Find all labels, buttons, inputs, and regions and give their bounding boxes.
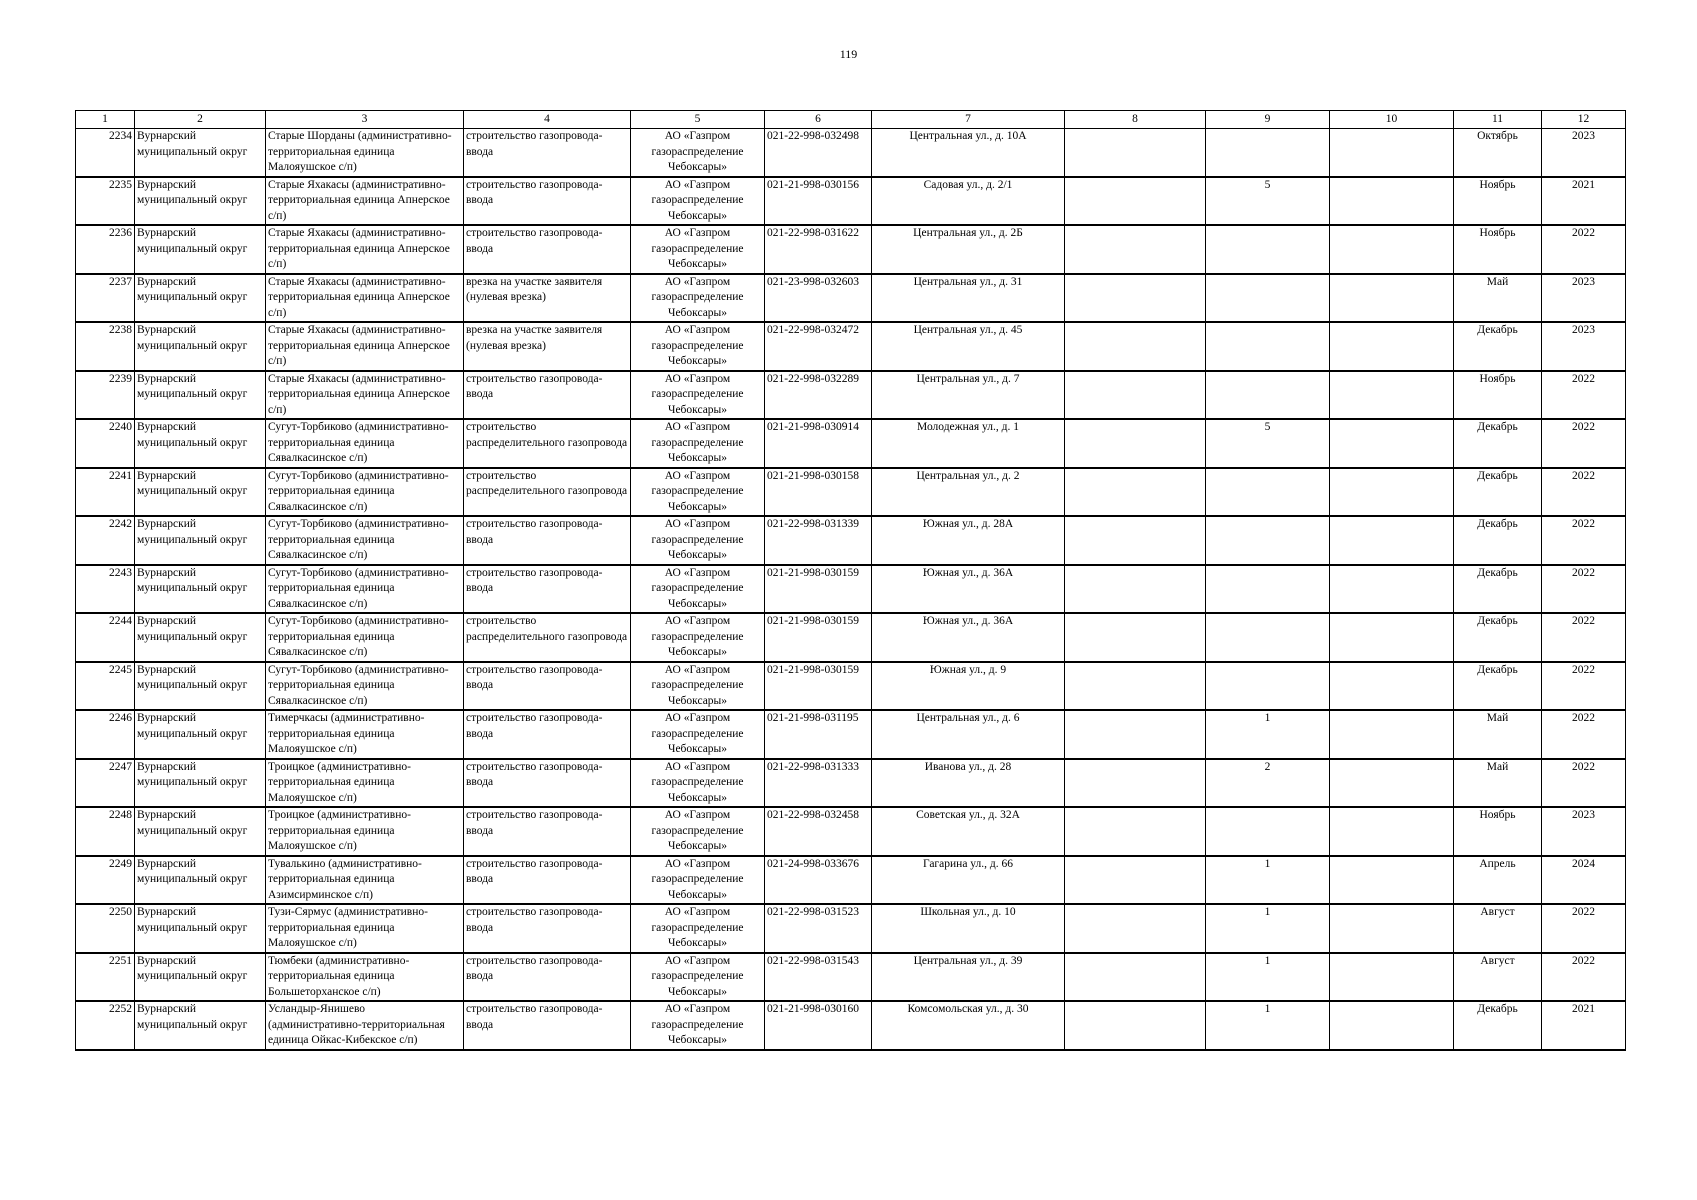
month-cell: Декабрь xyxy=(1454,662,1542,711)
locality-cell: Сугут-Торбиково (административно-территориальная единица Сявалкасинское с/п) xyxy=(266,613,464,662)
address-cell: Центральная ул., д. 7 xyxy=(872,371,1065,420)
address-cell: Центральная ул., д. 45 xyxy=(872,322,1065,371)
column-10-cell xyxy=(1330,710,1454,759)
column-header-8: 8 xyxy=(1065,111,1206,129)
organization-cell: АО «Газпром газораспределение Чебоксары» xyxy=(631,807,765,856)
column-header-6: 6 xyxy=(765,111,872,129)
work-type-cell: строительство распределительного газопровода xyxy=(464,613,631,662)
work-type-cell: строительство распределительного газопровода xyxy=(464,419,631,468)
row-number: 2243 xyxy=(76,565,135,614)
locality-cell: Сугут-Торбиково (административно-территориальная единица Сявалкасинское с/п) xyxy=(266,662,464,711)
column-8-cell xyxy=(1065,904,1206,953)
column-header-3: 3 xyxy=(266,111,464,129)
month-cell: Ноябрь xyxy=(1454,371,1542,420)
column-8-cell xyxy=(1065,710,1206,759)
address-cell: Центральная ул., д. 2 xyxy=(872,468,1065,517)
locality-cell: Старые Яхакасы (административно-территориальная единица Апнерское с/п) xyxy=(266,177,464,226)
organization-cell: АО «Газпром газораспределение Чебоксары» xyxy=(631,468,765,517)
row-number: 2235 xyxy=(76,177,135,226)
column-8-cell xyxy=(1065,953,1206,1002)
work-type-cell: врезка на участке заявителя (нулевая врезка) xyxy=(464,274,631,323)
month-cell: Декабрь xyxy=(1454,468,1542,517)
organization-cell: АО «Газпром газораспределение Чебоксары» xyxy=(631,516,765,565)
column-header-2: 2 xyxy=(135,111,266,129)
application-code-cell: 021-22-998-032289 xyxy=(765,371,872,420)
year-cell: 2022 xyxy=(1542,759,1626,808)
column-header-11: 11 xyxy=(1454,111,1542,129)
column-9-cell xyxy=(1206,468,1330,517)
locality-cell: Троицкое (административно-территориальная единица Малояушское с/п) xyxy=(266,759,464,808)
organization-cell: АО «Газпром газораспределение Чебоксары» xyxy=(631,710,765,759)
column-header-5: 5 xyxy=(631,111,765,129)
column-8-cell xyxy=(1065,468,1206,517)
address-cell: Южная ул., д. 9 xyxy=(872,662,1065,711)
work-type-cell: строительство газопровода-ввода xyxy=(464,904,631,953)
locality-cell: Сугут-Торбиково (административно-территориальная единица Сявалкасинское с/п) xyxy=(266,516,464,565)
application-code-cell: 021-22-998-032472 xyxy=(765,322,872,371)
column-9-cell: 1 xyxy=(1206,1001,1330,1050)
locality-cell: Усландыр-Янишево (административно-территориальная единица Ойкас-Кибекское с/п) xyxy=(266,1001,464,1050)
year-cell: 2022 xyxy=(1542,613,1626,662)
address-cell: Центральная ул., д. 31 xyxy=(872,274,1065,323)
locality-cell: Тувалькино (административно-территориальная единица Азимсирминское с/п) xyxy=(266,856,464,905)
table-row xyxy=(76,759,1626,808)
column-9-cell xyxy=(1206,322,1330,371)
address-cell: Центральная ул., д. 39 xyxy=(872,953,1065,1002)
row-number: 2247 xyxy=(76,759,135,808)
column-8-cell xyxy=(1065,516,1206,565)
page-number: 119 xyxy=(839,47,858,61)
application-code-cell: 021-22-998-031339 xyxy=(765,516,872,565)
locality-cell: Тимерчкасы (административно-территориальная единица Малояушское с/п) xyxy=(266,710,464,759)
column-8-cell xyxy=(1065,856,1206,905)
work-type-cell: строительство газопровода-ввода xyxy=(464,1001,631,1050)
table-row xyxy=(76,613,1626,662)
column-10-cell xyxy=(1330,1001,1454,1050)
year-cell: 2023 xyxy=(1542,322,1626,371)
organization-cell: АО «Газпром газораспределение Чебоксары» xyxy=(631,856,765,905)
year-cell: 2022 xyxy=(1542,419,1626,468)
address-cell: Южная ул., д. 28А xyxy=(872,516,1065,565)
district-cell: Вурнарский муниципальный округ xyxy=(135,177,266,226)
table-row xyxy=(76,322,1626,371)
locality-cell: Старые Яхакасы (административно-территориальная единица Апнерское с/п) xyxy=(266,371,464,420)
table-row xyxy=(76,274,1626,323)
month-cell: Ноябрь xyxy=(1454,807,1542,856)
month-cell: Май xyxy=(1454,274,1542,323)
work-type-cell: строительство газопровода-ввода xyxy=(464,953,631,1002)
application-code-cell: 021-22-998-032458 xyxy=(765,807,872,856)
column-10-cell xyxy=(1330,274,1454,323)
column-9-cell xyxy=(1206,225,1330,274)
locality-cell: Тюмбеки (административно-территориальная единица Большеторханское с/п) xyxy=(266,953,464,1002)
column-9-cell: 5 xyxy=(1206,419,1330,468)
row-number: 2248 xyxy=(76,807,135,856)
column-header-4: 4 xyxy=(464,111,631,129)
column-header-7: 7 xyxy=(872,111,1065,129)
organization-cell: АО «Газпром газораспределение Чебоксары» xyxy=(631,953,765,1002)
application-code-cell: 021-21-998-030160 xyxy=(765,1001,872,1050)
locality-cell: Старые Шорданы (административно-территориальная единица Малояушское с/п) xyxy=(266,129,464,177)
application-code-cell: 021-23-998-032603 xyxy=(765,274,872,323)
month-cell: Август xyxy=(1454,953,1542,1002)
year-cell: 2022 xyxy=(1542,710,1626,759)
column-10-cell xyxy=(1330,419,1454,468)
district-cell: Вурнарский муниципальный округ xyxy=(135,468,266,517)
district-cell: Вурнарский муниципальный округ xyxy=(135,516,266,565)
locality-cell: Старые Яхакасы (административно-территориальная единица Апнерское с/п) xyxy=(266,274,464,323)
district-cell: Вурнарский муниципальный округ xyxy=(135,565,266,614)
month-cell: Декабрь xyxy=(1454,1001,1542,1050)
month-cell: Август xyxy=(1454,904,1542,953)
organization-cell: АО «Газпром газораспределение Чебоксары» xyxy=(631,177,765,226)
column-header-1: 1 xyxy=(76,111,135,129)
application-code-cell: 021-21-998-030156 xyxy=(765,177,872,226)
application-code-cell: 021-22-998-031523 xyxy=(765,904,872,953)
table-row xyxy=(76,807,1626,856)
work-type-cell: строительство газопровода-ввода xyxy=(464,516,631,565)
row-number: 2244 xyxy=(76,613,135,662)
month-cell: Ноябрь xyxy=(1454,225,1542,274)
locality-cell: Старые Яхакасы (административно-территориальная единица Апнерское с/п) xyxy=(266,322,464,371)
organization-cell: АО «Газпром газораспределение Чебоксары» xyxy=(631,759,765,808)
organization-cell: АО «Газпром газораспределение Чебоксары» xyxy=(631,129,765,177)
row-number: 2245 xyxy=(76,662,135,711)
column-10-cell xyxy=(1330,953,1454,1002)
application-code-cell: 021-22-998-032498 xyxy=(765,129,872,177)
row-number: 2249 xyxy=(76,856,135,905)
column-8-cell xyxy=(1065,274,1206,323)
year-cell: 2022 xyxy=(1542,953,1626,1002)
district-cell: Вурнарский муниципальный округ xyxy=(135,419,266,468)
row-number: 2237 xyxy=(76,274,135,323)
locality-cell: Сугут-Торбиково (административно-территориальная единица Сявалкасинское с/п) xyxy=(266,565,464,614)
year-cell: 2024 xyxy=(1542,856,1626,905)
organization-cell: АО «Газпром газораспределение Чебоксары» xyxy=(631,419,765,468)
application-code-cell: 021-21-998-030159 xyxy=(765,613,872,662)
address-cell: Советская ул., д. 32А xyxy=(872,807,1065,856)
table-row xyxy=(76,710,1626,759)
table-row xyxy=(76,516,1626,565)
district-cell: Вурнарский муниципальный округ xyxy=(135,759,266,808)
column-header-10: 10 xyxy=(1330,111,1454,129)
row-number: 2241 xyxy=(76,468,135,517)
work-type-cell: строительство газопровода-ввода xyxy=(464,710,631,759)
column-10-cell xyxy=(1330,225,1454,274)
column-8-cell xyxy=(1065,807,1206,856)
column-10-cell xyxy=(1330,516,1454,565)
column-9-cell: 1 xyxy=(1206,953,1330,1002)
column-9-cell xyxy=(1206,129,1330,177)
district-cell: Вурнарский муниципальный округ xyxy=(135,904,266,953)
column-8-cell xyxy=(1065,759,1206,808)
district-cell: Вурнарский муниципальный округ xyxy=(135,129,266,177)
work-type-cell: врезка на участке заявителя (нулевая врезка) xyxy=(464,322,631,371)
address-cell: Центральная ул., д. 6 xyxy=(872,710,1065,759)
year-cell: 2023 xyxy=(1542,129,1626,177)
column-9-cell xyxy=(1206,662,1330,711)
table-body xyxy=(76,129,1626,1050)
column-9-cell xyxy=(1206,516,1330,565)
district-cell: Вурнарский муниципальный округ xyxy=(135,371,266,420)
address-cell: Южная ул., д. 36А xyxy=(872,613,1065,662)
work-type-cell: строительство газопровода-ввода xyxy=(464,807,631,856)
table-row xyxy=(76,662,1626,711)
work-type-cell: строительство газопровода-ввода xyxy=(464,177,631,226)
column-8-cell xyxy=(1065,1001,1206,1050)
column-9-cell: 1 xyxy=(1206,710,1330,759)
row-number: 2239 xyxy=(76,371,135,420)
column-10-cell xyxy=(1330,807,1454,856)
organization-cell: АО «Газпром газораспределение Чебоксары» xyxy=(631,904,765,953)
application-code-cell: 021-22-998-031543 xyxy=(765,953,872,1002)
organization-cell: АО «Газпром газораспределение Чебоксары» xyxy=(631,322,765,371)
year-cell: 2022 xyxy=(1542,904,1626,953)
column-header-12: 12 xyxy=(1542,111,1626,129)
address-cell: Садовая ул., д. 2/1 xyxy=(872,177,1065,226)
district-cell: Вурнарский муниципальный округ xyxy=(135,274,266,323)
table-row xyxy=(76,371,1626,420)
work-type-cell: строительство газопровода-ввода xyxy=(464,565,631,614)
locality-cell: Тузи-Сярмус (административно-территориальная единица Малояушское с/п) xyxy=(266,904,464,953)
row-number: 2240 xyxy=(76,419,135,468)
column-9-cell xyxy=(1206,613,1330,662)
row-number: 2236 xyxy=(76,225,135,274)
table-row xyxy=(76,419,1626,468)
row-number: 2250 xyxy=(76,904,135,953)
column-10-cell xyxy=(1330,177,1454,226)
table-row xyxy=(76,177,1626,226)
row-number: 2252 xyxy=(76,1001,135,1050)
year-cell: 2022 xyxy=(1542,371,1626,420)
row-number: 2251 xyxy=(76,953,135,1002)
year-cell: 2022 xyxy=(1542,565,1626,614)
column-8-cell xyxy=(1065,177,1206,226)
year-cell: 2022 xyxy=(1542,516,1626,565)
registry-table xyxy=(75,110,1626,1051)
organization-cell: АО «Газпром газораспределение Чебоксары» xyxy=(631,613,765,662)
application-code-cell: 021-21-998-030914 xyxy=(765,419,872,468)
month-cell: Декабрь xyxy=(1454,516,1542,565)
table-row xyxy=(76,953,1626,1002)
column-9-cell xyxy=(1206,565,1330,614)
application-code-cell: 021-22-998-031333 xyxy=(765,759,872,808)
district-cell: Вурнарский муниципальный округ xyxy=(135,953,266,1002)
work-type-cell: строительство газопровода-ввода xyxy=(464,129,631,177)
address-cell: Гагарина ул., д. 66 xyxy=(872,856,1065,905)
column-9-cell xyxy=(1206,371,1330,420)
organization-cell: АО «Газпром газораспределение Чебоксары» xyxy=(631,225,765,274)
table-row xyxy=(76,468,1626,517)
column-9-cell: 5 xyxy=(1206,177,1330,226)
table-header xyxy=(76,111,1626,129)
district-cell: Вурнарский муниципальный округ xyxy=(135,613,266,662)
month-cell: Май xyxy=(1454,759,1542,808)
row-number: 2238 xyxy=(76,322,135,371)
year-cell: 2023 xyxy=(1542,274,1626,323)
column-10-cell xyxy=(1330,468,1454,517)
month-cell: Декабрь xyxy=(1454,613,1542,662)
district-cell: Вурнарский муниципальный округ xyxy=(135,710,266,759)
address-cell: Южная ул., д. 36А xyxy=(872,565,1065,614)
work-type-cell: строительство газопровода-ввода xyxy=(464,856,631,905)
locality-cell: Сугут-Торбиково (административно-территориальная единица Сявалкасинское с/п) xyxy=(266,468,464,517)
table-row xyxy=(76,225,1626,274)
column-10-cell xyxy=(1330,662,1454,711)
work-type-cell: строительство газопровода-ввода xyxy=(464,225,631,274)
table-row xyxy=(76,1001,1626,1050)
column-9-cell xyxy=(1206,274,1330,323)
district-cell: Вурнарский муниципальный округ xyxy=(135,662,266,711)
column-10-cell xyxy=(1330,565,1454,614)
column-8-cell xyxy=(1065,225,1206,274)
month-cell: Апрель xyxy=(1454,856,1542,905)
year-cell: 2021 xyxy=(1542,1001,1626,1050)
organization-cell: АО «Газпром газораспределение Чебоксары» xyxy=(631,662,765,711)
column-9-cell: 1 xyxy=(1206,904,1330,953)
column-8-cell xyxy=(1065,322,1206,371)
address-cell: Иванова ул., д. 28 xyxy=(872,759,1065,808)
work-type-cell: строительство газопровода-ввода xyxy=(464,662,631,711)
address-cell: Центральная ул., д. 10А xyxy=(872,129,1065,177)
table-row xyxy=(76,904,1626,953)
column-10-cell xyxy=(1330,613,1454,662)
row-number: 2246 xyxy=(76,710,135,759)
district-cell: Вурнарский муниципальный округ xyxy=(135,1001,266,1050)
address-cell: Комсомольская ул., д. 30 xyxy=(872,1001,1065,1050)
application-code-cell: 021-21-998-030159 xyxy=(765,662,872,711)
month-cell: Декабрь xyxy=(1454,565,1542,614)
column-9-cell: 2 xyxy=(1206,759,1330,808)
address-cell: Центральная ул., д. 2Б xyxy=(872,225,1065,274)
row-number: 2234 xyxy=(76,129,135,177)
month-cell: Октябрь xyxy=(1454,129,1542,177)
column-10-cell xyxy=(1330,904,1454,953)
year-cell: 2021 xyxy=(1542,177,1626,226)
column-10-cell xyxy=(1330,322,1454,371)
month-cell: Декабрь xyxy=(1454,419,1542,468)
column-10-cell xyxy=(1330,856,1454,905)
address-cell: Молодежная ул., д. 1 xyxy=(872,419,1065,468)
locality-cell: Сугут-Торбиково (административно-территориальная единица Сявалкасинское с/п) xyxy=(266,419,464,468)
column-9-cell xyxy=(1206,807,1330,856)
month-cell: Декабрь xyxy=(1454,322,1542,371)
column-10-cell xyxy=(1330,371,1454,420)
locality-cell: Старые Яхакасы (административно-территориальная единица Апнерское с/п) xyxy=(266,225,464,274)
district-cell: Вурнарский муниципальный округ xyxy=(135,856,266,905)
application-code-cell: 021-21-998-031195 xyxy=(765,710,872,759)
header-row xyxy=(76,111,1626,129)
work-type-cell: строительство газопровода-ввода xyxy=(464,759,631,808)
district-cell: Вурнарский муниципальный округ xyxy=(135,807,266,856)
organization-cell: АО «Газпром газораспределение Чебоксары» xyxy=(631,371,765,420)
column-8-cell xyxy=(1065,129,1206,177)
row-number: 2242 xyxy=(76,516,135,565)
work-type-cell: строительство распределительного газопровода xyxy=(464,468,631,517)
year-cell: 2023 xyxy=(1542,807,1626,856)
year-cell: 2022 xyxy=(1542,225,1626,274)
locality-cell: Троицкое (административно-территориальная единица Малояушское с/п) xyxy=(266,807,464,856)
column-10-cell xyxy=(1330,129,1454,177)
address-cell: Школьная ул., д. 10 xyxy=(872,904,1065,953)
table-row xyxy=(76,129,1626,177)
column-8-cell xyxy=(1065,613,1206,662)
organization-cell: АО «Газпром газораспределение Чебоксары» xyxy=(631,565,765,614)
month-cell: Май xyxy=(1454,710,1542,759)
column-header-9: 9 xyxy=(1206,111,1330,129)
column-10-cell xyxy=(1330,759,1454,808)
organization-cell: АО «Газпром газораспределение Чебоксары» xyxy=(631,274,765,323)
district-cell: Вурнарский муниципальный округ xyxy=(135,322,266,371)
month-cell: Ноябрь xyxy=(1454,177,1542,226)
column-8-cell xyxy=(1065,371,1206,420)
application-code-cell: 021-21-998-030158 xyxy=(765,468,872,517)
year-cell: 2022 xyxy=(1542,468,1626,517)
column-8-cell xyxy=(1065,662,1206,711)
year-cell: 2022 xyxy=(1542,662,1626,711)
district-cell: Вурнарский муниципальный округ xyxy=(135,225,266,274)
application-code-cell: 021-21-998-030159 xyxy=(765,565,872,614)
column-8-cell xyxy=(1065,565,1206,614)
table-row xyxy=(76,856,1626,905)
table-row xyxy=(76,565,1626,614)
application-code-cell: 021-22-998-031622 xyxy=(765,225,872,274)
work-type-cell: строительство газопровода-ввода xyxy=(464,371,631,420)
organization-cell: АО «Газпром газораспределение Чебоксары» xyxy=(631,1001,765,1050)
column-8-cell xyxy=(1065,419,1206,468)
application-code-cell: 021-24-998-033676 xyxy=(765,856,872,905)
column-9-cell: 1 xyxy=(1206,856,1330,905)
